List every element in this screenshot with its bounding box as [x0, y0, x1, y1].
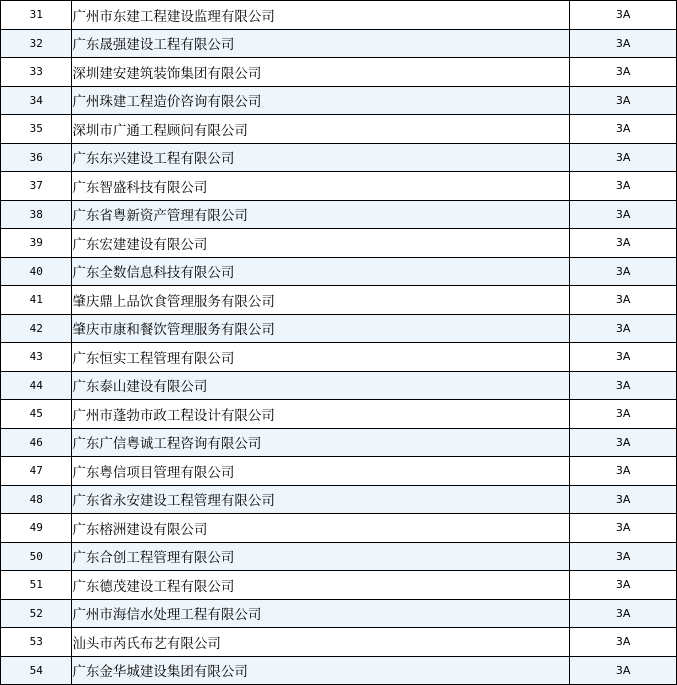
rating-grade: 3A [570, 343, 677, 372]
row-number: 32 [1, 29, 72, 58]
table-row [1, 257, 677, 286]
rating-grade: 3A [570, 229, 677, 258]
table-row [1, 656, 677, 685]
company-name: 广东晟强建设工程有限公司 [72, 29, 570, 58]
company-name: 广东粤信项目管理有限公司 [72, 457, 570, 486]
row-number: 36 [1, 143, 72, 172]
table-row [1, 1, 677, 30]
company-name: 广东金华城建设集团有限公司 [72, 656, 570, 685]
row-number: 48 [1, 485, 72, 514]
row-number: 33 [1, 58, 72, 87]
row-number: 54 [1, 656, 72, 685]
table-row [1, 58, 677, 87]
company-name: 广东泰山建设有限公司 [72, 371, 570, 400]
rating-grade: 3A [570, 172, 677, 201]
row-number: 38 [1, 200, 72, 229]
rating-grade: 3A [570, 628, 677, 657]
row-number: 35 [1, 115, 72, 144]
table-row [1, 29, 677, 58]
rating-grade: 3A [570, 400, 677, 429]
rating-grade: 3A [570, 599, 677, 628]
company-name: 广州珠建工程造价咨询有限公司 [72, 86, 570, 115]
table-row [1, 143, 677, 172]
rating-grade: 3A [570, 58, 677, 87]
table-row [1, 115, 677, 144]
table-row [1, 485, 677, 514]
company-name: 肇庆鼎上品饮食管理服务有限公司 [72, 286, 570, 315]
row-number: 52 [1, 599, 72, 628]
company-name: 深圳市广通工程顾问有限公司 [72, 115, 570, 144]
rating-grade: 3A [570, 542, 677, 571]
table-row [1, 229, 677, 258]
table-body [1, 1, 677, 685]
company-name: 肇庆市康和餐饮管理服务有限公司 [72, 314, 570, 343]
table-row [1, 628, 677, 657]
company-name: 广东合创工程管理有限公司 [72, 542, 570, 571]
rating-grade: 3A [570, 314, 677, 343]
company-name: 广东省粤新资产管理有限公司 [72, 200, 570, 229]
row-number: 34 [1, 86, 72, 115]
company-name: 汕头市芮氏布艺有限公司 [72, 628, 570, 657]
rating-grade: 3A [570, 286, 677, 315]
row-number: 53 [1, 628, 72, 657]
table-row [1, 599, 677, 628]
row-number: 39 [1, 229, 72, 258]
table-row [1, 314, 677, 343]
row-number: 51 [1, 571, 72, 600]
table-row [1, 286, 677, 315]
table-row [1, 371, 677, 400]
table-row [1, 172, 677, 201]
row-number: 42 [1, 314, 72, 343]
rating-grade: 3A [570, 29, 677, 58]
table-row [1, 542, 677, 571]
row-number: 49 [1, 514, 72, 543]
row-number: 50 [1, 542, 72, 571]
row-number: 43 [1, 343, 72, 372]
rating-grade: 3A [570, 143, 677, 172]
company-name: 广东恒实工程管理有限公司 [72, 343, 570, 372]
rating-grade: 3A [570, 86, 677, 115]
rating-grade: 3A [570, 371, 677, 400]
table-row [1, 457, 677, 486]
rating-grade: 3A [570, 485, 677, 514]
row-number: 47 [1, 457, 72, 486]
row-number: 45 [1, 400, 72, 429]
row-number: 44 [1, 371, 72, 400]
company-name: 深圳建安建筑装饰集团有限公司 [72, 58, 570, 87]
table-row [1, 86, 677, 115]
company-name: 广州市海信水处理工程有限公司 [72, 599, 570, 628]
row-number: 46 [1, 428, 72, 457]
row-number: 40 [1, 257, 72, 286]
rating-grade: 3A [570, 115, 677, 144]
company-name: 广东东兴建设工程有限公司 [72, 143, 570, 172]
row-number: 37 [1, 172, 72, 201]
rating-grade: 3A [570, 428, 677, 457]
table-row [1, 428, 677, 457]
row-number: 31 [1, 1, 72, 30]
company-name: 广东宏建建设有限公司 [72, 229, 570, 258]
rating-grade: 3A [570, 457, 677, 486]
table-row [1, 400, 677, 429]
company-name: 广东省永安建设工程管理有限公司 [72, 485, 570, 514]
rating-grade: 3A [570, 656, 677, 685]
company-name: 广东广信粤诚工程咨询有限公司 [72, 428, 570, 457]
table-row [1, 200, 677, 229]
company-name: 广州市东建工程建设监理有限公司 [72, 1, 570, 30]
company-name: 广东德茂建设工程有限公司 [72, 571, 570, 600]
rating-grade: 3A [570, 1, 677, 30]
table-row [1, 514, 677, 543]
rating-grade: 3A [570, 200, 677, 229]
company-name: 广州市蓬勃市政工程设计有限公司 [72, 400, 570, 429]
table-row [1, 343, 677, 372]
company-name: 广东全数信息科技有限公司 [72, 257, 570, 286]
table-row [1, 571, 677, 600]
row-number: 41 [1, 286, 72, 315]
rating-grade: 3A [570, 571, 677, 600]
company-name: 广东智盛科技有限公司 [72, 172, 570, 201]
rating-grade: 3A [570, 257, 677, 286]
rating-grade: 3A [570, 514, 677, 543]
company-name: 广东榕洲建设有限公司 [72, 514, 570, 543]
